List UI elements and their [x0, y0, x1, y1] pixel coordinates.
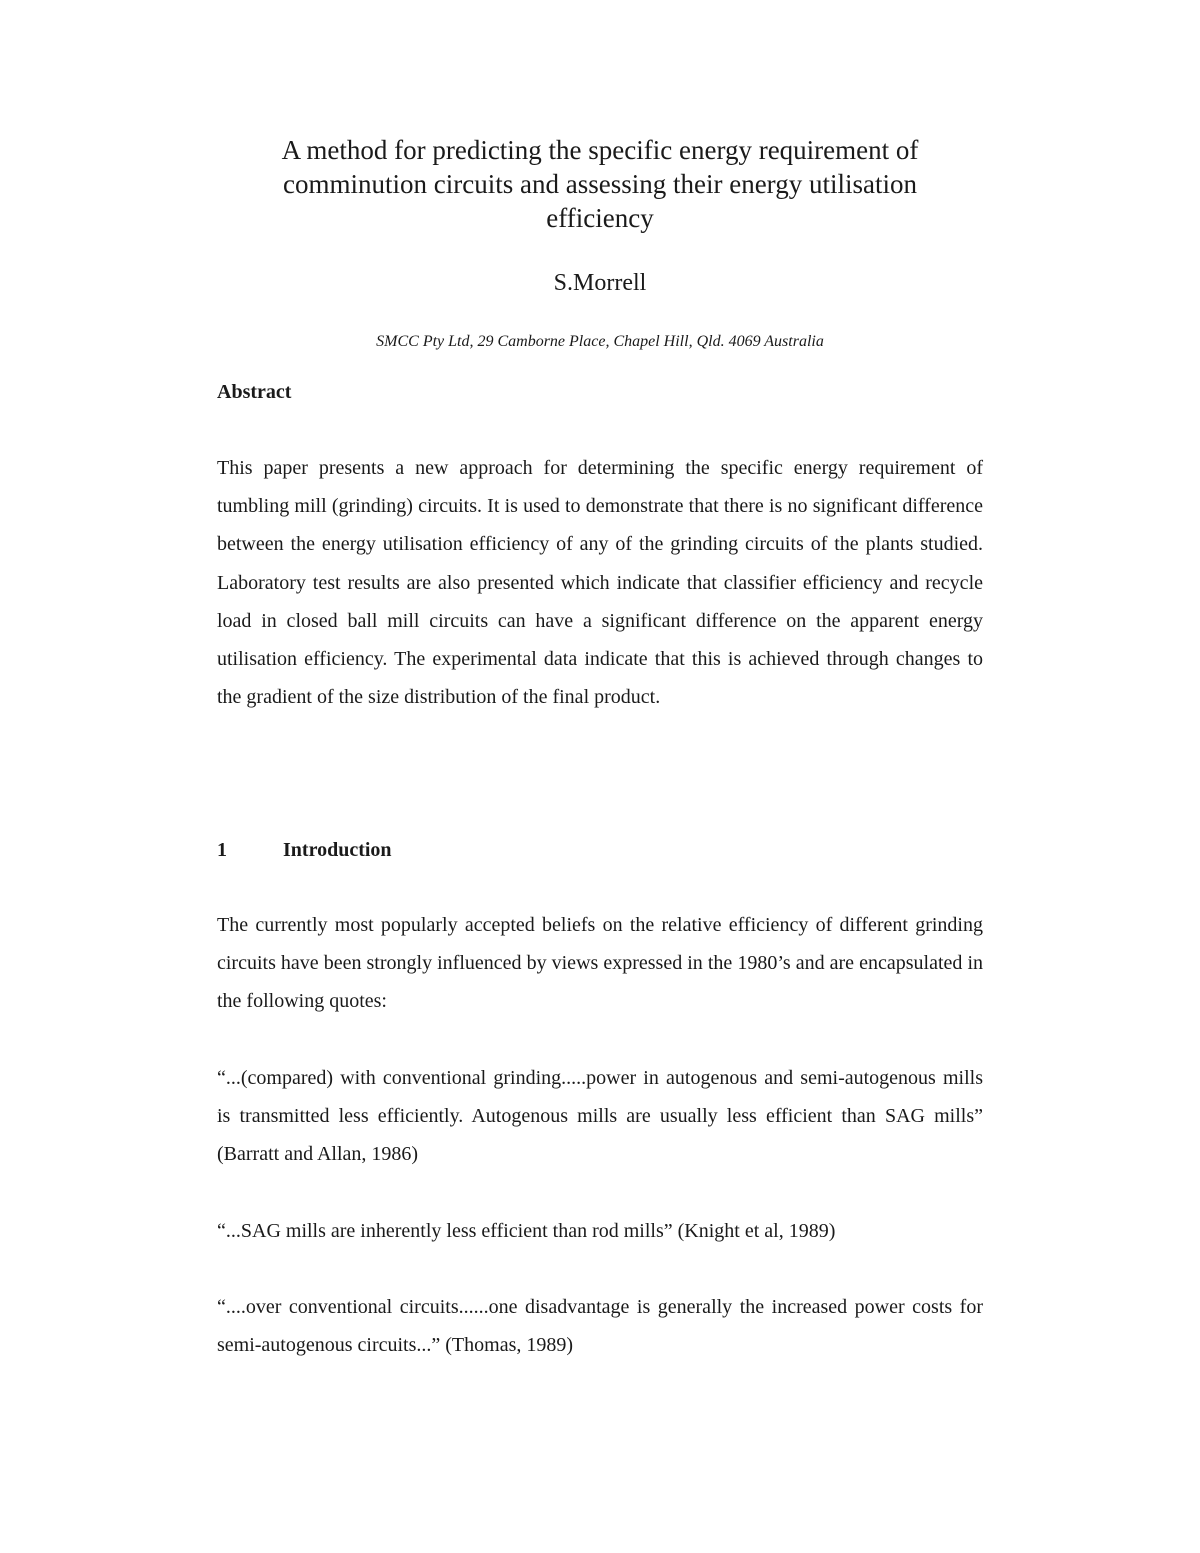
- author-affiliation: SMCC Pty Ltd, 29 Camborne Place, Chapel Hill, Qld. 4069 Australia: [376, 333, 824, 350]
- abstract-paragraph: This paper presents a new approach for determining the specific energy requirement of tumbling mill (grinding) circuits. It is used to demonstrate that there is no significant difference between the energy utilisation efficiency of any of the grinding circuits of the plants studied. Laboratory test results are also presented which indicate that classifier efficiency and recycle load in closed ball mill circuits can have a significant difference on the apparent energy utilisation efficiency. The experimental data indicate that this is achieved through changes to the gradient of the size distribution of the final product.: [217, 457, 983, 709]
- quote-paragraph: “....over conventional circuits......one disadvantage is generally the increased power costs for semi-autogenous circuits...” (Thomas, 1989): [217, 1296, 983, 1357]
- author-name: S.Morrell: [553, 270, 647, 296]
- paper-title-line: A method for predicting the specific energy requirement of: [281, 135, 919, 165]
- quote-paragraph: “...(compared) with conventional grinding.....power in autogenous and semi-autogenous mills is transmitted less efficiently. Autogenous mills are usually less efficient than SAG mills” (Barratt and Allan, 1986): [217, 1067, 983, 1166]
- section-title: Introduction: [283, 839, 392, 861]
- paper-title-line: comminution circuits and assessing their energy utilisation: [283, 169, 917, 199]
- section-heading-introduction: [217, 837, 392, 863]
- section-number: 1: [217, 839, 227, 861]
- paper-title: [217, 133, 983, 235]
- quote-paragraph: “...SAG mills are inherently less efficient than rod mills” (Knight et al, 1989): [217, 1220, 836, 1242]
- paper-title-line: efficiency: [546, 203, 654, 233]
- introduction-paragraph: The currently most popularly accepted beliefs on the relative efficiency of different grinding circuits have been strongly influenced by views expressed in the 1980’s and are encapsulated in the following quotes:: [217, 914, 983, 1013]
- abstract-heading: Abstract: [217, 381, 292, 403]
